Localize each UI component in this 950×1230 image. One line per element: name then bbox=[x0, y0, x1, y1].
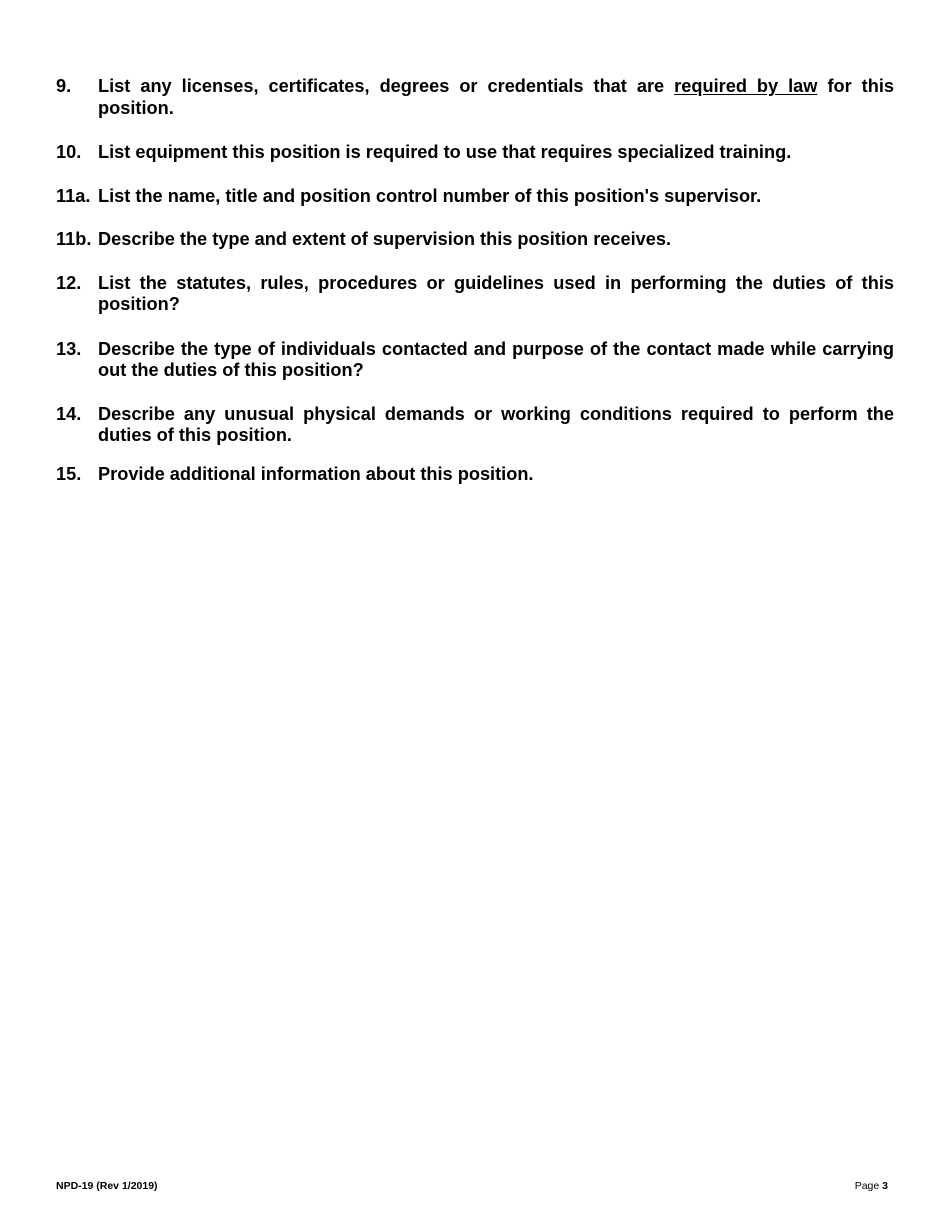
question-number: 11a. bbox=[56, 185, 91, 206]
question-14 bbox=[56, 404, 894, 447]
form-id: NPD-19 (Rev 1/2019) bbox=[56, 1180, 158, 1192]
page-label: Page bbox=[854, 1180, 880, 1192]
question-number: 10. bbox=[56, 142, 82, 162]
question-number: 14. bbox=[56, 403, 82, 424]
question-list bbox=[56, 76, 894, 485]
question-text-part: for this position. bbox=[98, 76, 895, 118]
question-text: List the name, title and position control number of this position's supervisor. bbox=[98, 185, 762, 206]
underlined-phrase: required by law bbox=[674, 76, 818, 96]
question-text: List the statutes, rules, procedures or guidelines used in performing the duties of this position? bbox=[98, 272, 894, 314]
question-text: Provide additional information about this position. bbox=[98, 463, 534, 484]
question-9 bbox=[56, 76, 894, 119]
question-13 bbox=[56, 339, 894, 382]
question-number: 9. bbox=[56, 76, 72, 96]
page-number: 3 bbox=[882, 1180, 888, 1192]
question-text: Describe the type of individuals contacted and purpose of the contact made while carrying out the duties of this position? bbox=[98, 338, 894, 380]
question-text: Describe the type and extent of supervision this position receives. bbox=[98, 229, 672, 249]
question-text: List equipment this position is required to use that requires specialized training. bbox=[98, 142, 792, 162]
question-10 bbox=[56, 142, 894, 164]
question-number: 15. bbox=[56, 463, 82, 484]
question-text: Describe any unusual physical demands or working conditions required to perform the duties of this position. bbox=[98, 403, 894, 445]
page-indicator bbox=[855, 1180, 888, 1192]
question-12 bbox=[56, 273, 894, 316]
question-text-part: List any licenses, certificates, degrees or credentials that are bbox=[98, 76, 675, 96]
question-number: 11b. bbox=[56, 229, 92, 249]
question-11b bbox=[56, 229, 894, 251]
question-number: 12. bbox=[56, 272, 82, 293]
question-number: 13. bbox=[56, 338, 82, 359]
question-text bbox=[98, 76, 894, 119]
question-11a bbox=[56, 186, 894, 208]
question-15 bbox=[56, 464, 894, 486]
